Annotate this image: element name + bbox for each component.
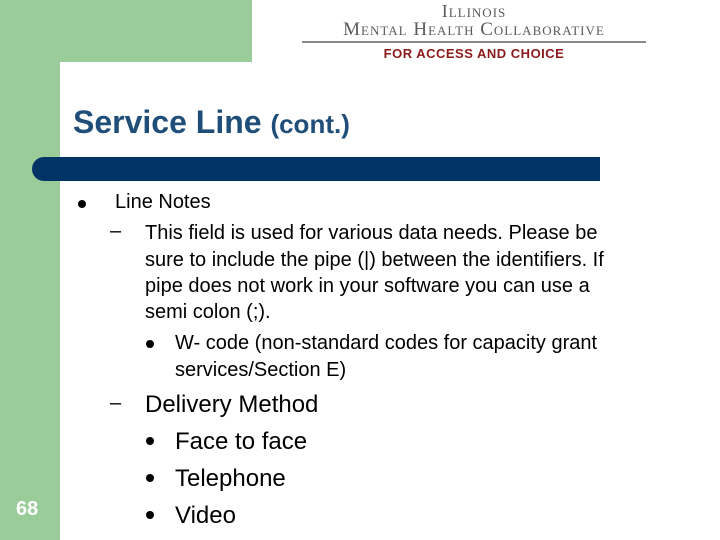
w-code-text-2: services/Section E) — [175, 359, 347, 381]
delivery-method-label: Delivery Method — [145, 391, 319, 418]
slide-title-main: Service Line — [73, 104, 262, 140]
bullet-icon — [146, 474, 154, 482]
line-notes-text-2: sure to include the pipe (|) between the identifiers. If — [145, 249, 604, 271]
green-side-strip — [0, 0, 60, 540]
logo-line-tagline: FOR ACCESS AND CHOICE — [383, 46, 565, 61]
line-notes-label: Line Notes — [115, 191, 211, 213]
title-underline-bar — [32, 157, 600, 181]
delivery-option-face-to-face: Face to face — [175, 428, 308, 455]
line-notes-text-4: semi colon (;). — [145, 301, 271, 323]
dash-icon: – — [110, 220, 122, 242]
logo-line-illinois: Illinois — [441, 1, 507, 21]
delivery-option-telephone: Telephone — [175, 465, 286, 492]
slide-number: 68 — [16, 498, 39, 520]
logo-divider — [302, 41, 646, 43]
w-code-text-1: W- code (non-standard codes for capacity grant — [175, 332, 598, 354]
slide-title-suffix: (cont.) — [270, 109, 350, 139]
slide-title — [73, 104, 350, 141]
line-notes-text-3: pipe does not work in your software you can use a — [145, 275, 590, 297]
delivery-option-video: Video — [175, 502, 236, 529]
dash-icon: – — [110, 392, 122, 414]
bullet-icon — [146, 437, 154, 445]
line-notes-text-1: This field is used for various data needs. Please be — [145, 222, 598, 244]
bullet-icon — [146, 340, 154, 348]
bullet-icon — [146, 511, 154, 519]
bullet-icon — [78, 200, 86, 208]
logo-line-collaborative: Mental Health Collaborative — [343, 19, 605, 40]
collaborative-logo — [296, 2, 652, 64]
